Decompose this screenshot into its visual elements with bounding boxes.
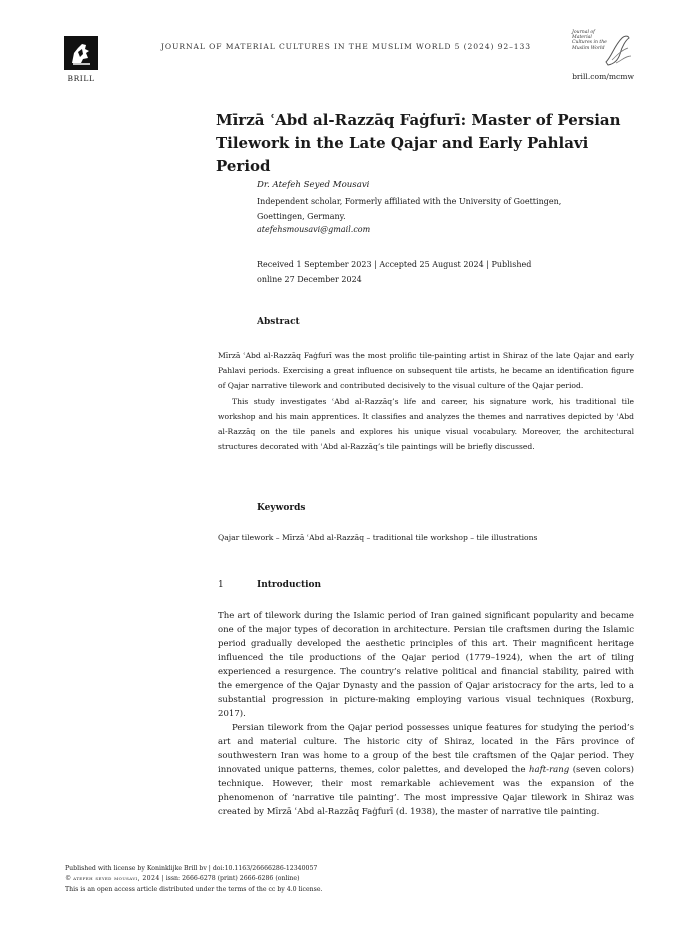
footer-issn: | issn: 2666-6278 (print) 2666-6286 (online) <box>159 875 300 883</box>
footer-license-line: Published with license by Koninklijke Brill bv | doi:10.1163/26666286-12340057 <box>65 865 318 872</box>
body-text <box>218 609 634 819</box>
author-name: Dr. Atefeh Seyed Mousavi <box>257 180 370 190</box>
journal-logo-line: Material <box>572 35 592 41</box>
journal-url-link[interactable]: brill.com/mcmw <box>572 72 634 81</box>
publication-dates: Received 1 September 2023 | Accepted 25 August 2024 | Published online 27 December 2024 <box>257 260 532 284</box>
copyright-symbol: © <box>65 875 72 883</box>
publisher-name: BRILL <box>67 74 95 83</box>
author-affiliation: Independent scholar, Formerly affiliated with the University of Goettingen, Goettingen, Germany. <box>257 197 562 221</box>
body-text-run: Persian tilework from the Qajar period possesses unique features for studying the period’s art and material culture. The historic city of Shiraz, located in the Fārs province of southwestern Iran was home to a group of the best tile craftsmen of the Qajar period. They innovated unique patterns, themes, color palettes, and developed the <box>218 723 634 775</box>
body-paragraph <box>218 721 634 819</box>
footer-open-access-line: This is an open access article distributed under the terms of the cc by 4.0 license. <box>65 885 323 893</box>
calligraphy-icon <box>602 32 634 68</box>
abstract-text <box>218 348 634 454</box>
article-title: Mīrzā ʿAbd al-Razzāq Faġfurī: Master of Persian Tilework in the Late Qajar and Early Pahlavi Period <box>216 111 621 175</box>
keywords-list: Qajar tilework – Mīrzā ʿAbd al-Razzāq – traditional tile workshop – tile illustrations <box>218 533 538 542</box>
body-paragraph: The art of tilework during the Islamic period of Iran gained significant popularity and became one of the major types of decoration in architecture. Persian tile craftsmen during the Islamic period gradually developed the aesthetic principles of this art. Their magnificent heritage influenced the tile productions of the Qajar period (1779–1924), when the art of tiling experienced a resurgence. The country’s relative political and financial stability, paired with the emergence of the Qajar Dynasty and the passion of Qajar aristocracy for the arts, led to a substantial progression in picture-making employing various visual techniques (Roxburg, 2017). <box>218 611 634 719</box>
journal-running-header: JOURNAL OF MATERIAL CULTURES IN THE MUSLIM WORLD 5 (2024) 92–133 <box>160 42 532 51</box>
abstract-heading: Abstract <box>257 317 300 327</box>
abstract-paragraph: Mīrzā ʿAbd al-Razzāq Faġfurī was the most prolific tile-painting artist in Shiraz of the late Qajar and early Pahlavi periods. Exercising a great influence on subsequent tile artists, he became an identification figure of Qajar narrative tilework and contributed decisively to the visual culture of the Qajar period. <box>218 351 634 391</box>
body-text-run: (seven colors) technique. However, their most remarkable achievement was the expansion of the phenomenon of ‘narrative tile painting’. The most impressive Qajar tilework in Shiraz was created by Mīrzā ʿAbd al-Razzāq Faġfurī (d. 1938), the master of narrative tile painting. <box>218 765 634 817</box>
keywords-heading: Keywords <box>257 503 306 513</box>
journal-logo-line: Muslim World <box>572 45 605 51</box>
brill-logo <box>64 36 98 70</box>
italic-term: haft-rang <box>528 765 570 775</box>
section-number: 1 <box>218 580 224 590</box>
abstract-paragraph: This study investigates ʿAbd al-Razzāq’s life and career, his signature work, his traditional tile workshop and his main apprentices. It classifies and analyzes the themes and narratives depicted by ʿAbd al-Razzāq on the tile panels and explores his unique visual vocabulary. Moreover, the architectural structures decorated with ʿAbd al-Razzāq’s tile paintings will be briefly discussed. <box>218 396 634 452</box>
footer-copyright-line <box>65 874 585 884</box>
journal-logo-line: Journal of <box>572 30 595 35</box>
section-heading: Introduction <box>257 580 322 590</box>
journal-logo <box>572 30 634 68</box>
license-footer <box>65 864 585 895</box>
journal-logo-line: Cultures in the <box>572 40 607 46</box>
author-email-link[interactable]: atefehsmousavi@gmail.com <box>257 225 371 234</box>
footer-author: atefeh seyed mousavi, 2024 <box>73 875 160 883</box>
